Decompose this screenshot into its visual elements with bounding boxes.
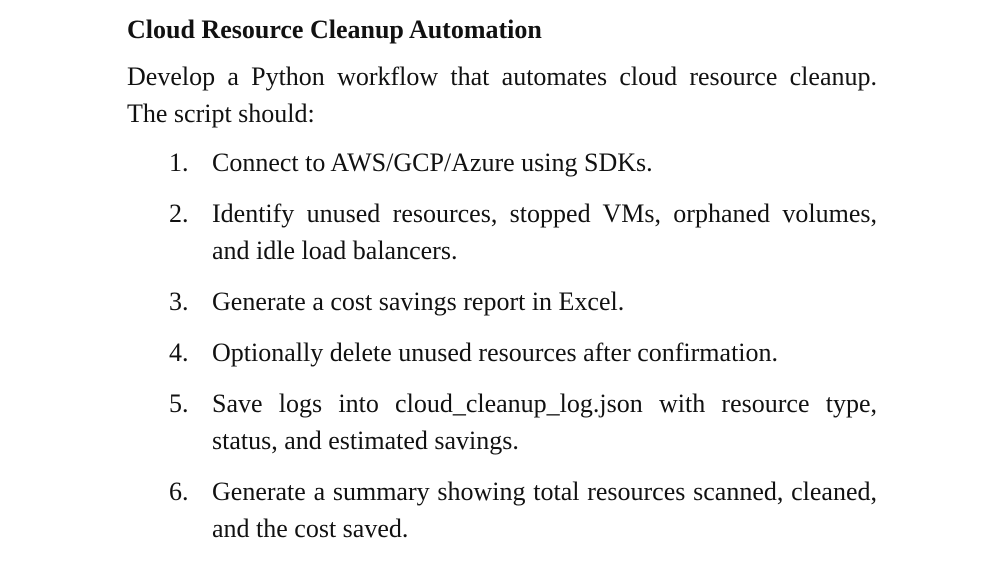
step-item [127,473,877,547]
step-item [127,385,877,459]
step-item [127,334,877,371]
step-text: Connect to AWS/GCP/Azure using SDKs. [212,148,653,177]
step-number: 1. [169,148,189,177]
document [127,12,877,561]
step-text: Save logs into cloud_cleanup_log.json with resource type, status, and estimated savings. [212,389,877,455]
step-number: 6. [169,477,189,506]
step-number: 5. [169,389,189,418]
step-number: 3. [169,287,189,316]
step-number: 2. [169,199,189,228]
step-number: 4. [169,338,189,367]
step-item [127,144,877,181]
document-title: Cloud Resource Cleanup Automation [127,15,542,44]
step-text: Generate a summary showing total resources scanned, cleaned, and the cost saved. [212,477,877,543]
step-text: Identify unused resources, stopped VMs, orphaned volumes, and idle load balancers. [212,199,877,265]
step-item [127,195,877,269]
step-text: Generate a cost savings report in Excel. [212,287,625,316]
step-text: Optionally delete unused resources after confirmation. [212,338,779,367]
intro-paragraph: Develop a Python workflow that automates cloud resource cleanup. The script should: [127,62,877,128]
step-item [127,283,877,320]
steps-list [127,144,877,547]
